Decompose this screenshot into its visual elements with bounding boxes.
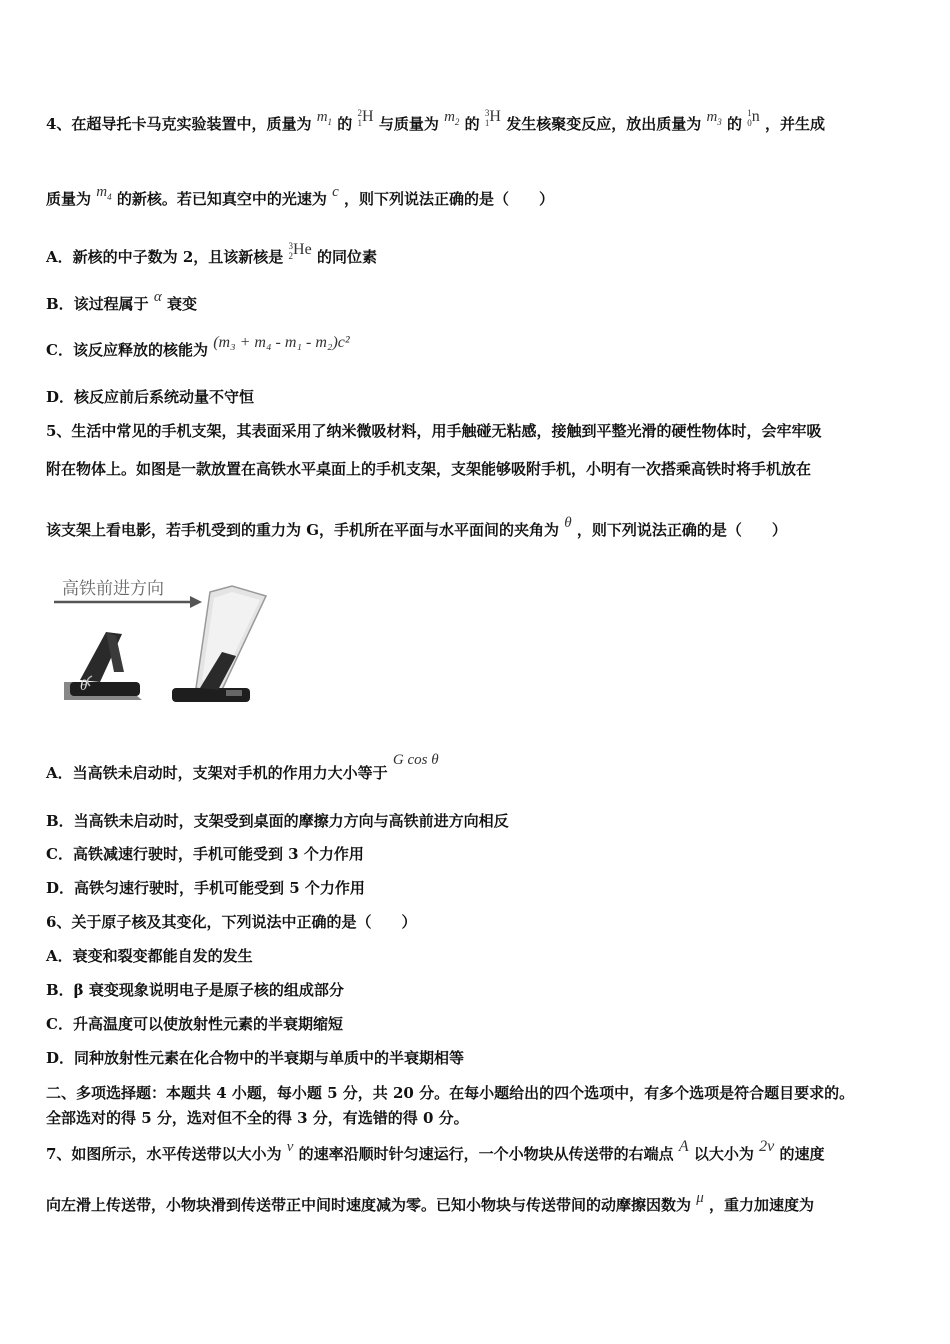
phone-stand-figure [50,572,290,712]
q4-line2: 质量为 $m_4$ 的新核。若已知真空中的光速为 c ，则下列说法正确的是（ ） [46,184,554,208]
q5-option-d: D．高铁匀速行驶时，手机可能受到 5 个力作用 [46,879,365,897]
q4-option-b: B．该过程属于 α 衰变 [46,289,198,313]
section2-line2: 全部选对的得 5 分，选对但不全的得 3 分，有选错的得 0 分。 [46,1109,469,1127]
q5-option-a: A．当高铁未启动时，支架对手机的作用力大小等于 G cos θ [46,752,439,782]
theta-symbol: θ [564,515,572,531]
q7-line2: 向左滑上传送带，小物块滑到传送带正中间时速度减为零。已知小物块与传送带间的动摩擦因数为 μ ，重力加速度为 [46,1190,815,1214]
direction-arrowhead [190,596,202,608]
twov-symbol: 2v [759,1138,775,1155]
q6-stem: 6、关于原子核及其变化，下列说法中正确的是（ ） [46,913,417,931]
q6-option-b: B．β 衰变现象说明电子是原子核的组成部分 [46,981,344,999]
q5-line2: 附在物体上。如图是一款放置在高铁水平桌面上的手机支架，支架能够吸附手机，小明有一次搭乘高铁时将手机放在 [46,460,812,478]
v-symbol: v [286,1139,294,1155]
m1-symbol: $m_1$ [316,109,333,127]
q6-option-d: D．同种放射性元素在化合物中的半衰期与单质中的半衰期相等 [46,1049,465,1067]
figure-caption: 高铁前进方向 [62,579,164,599]
section2-line1: 二、多项选择题：本题共 4 小题，每小题 5 分，共 20 分。在每小题给出的四个选项中，有多个选项是符合题目要求的。 [46,1084,855,1102]
alpha-symbol: α [153,289,162,305]
m4-symbol: $m_4$ [96,184,112,202]
q6-option-a: A．衰变和裂变都能自发的发生 [46,947,253,965]
q4-option-c: C．该反应释放的核能为 (m₃ + m₄ - m₁ - m₂)c² [46,334,350,359]
figure-angle-label: θ [80,678,88,694]
q5-option-b: B．当高铁未启动时，支架受到桌面的摩擦力方向与高铁前进方向相反 [46,812,509,830]
stand-left [64,632,142,700]
stand-right [172,586,266,702]
q5-option-c: C．高铁减速行驶时，手机可能受到 3 个力作用 [46,845,364,863]
m3-symbol: $m_3$ [706,109,722,127]
q6-option-c: C．升高温度可以使放射性元素的半衰期缩短 [46,1015,343,1033]
q4-option-a: A．新核的中子数为 2，且该新核是 3 2He 的同位素 [46,240,377,266]
q4-line1: 4、在超导托卡马克实验装置中，质量为 $m_1$ 的 2 1H 与质量为 $m_2$ 的 3 1H 发生核聚变反应，放出质量为 $m_3$ 的 1 0n ，并生成 [46,107,826,133]
helium-symbol: 3 2He [288,240,312,261]
q7-line1: 7、如图所示，水平传送带以大小为 v 的速率沿顺时针匀速运行，一个小物块从传送带的右端点 A 以大小为 2v 的速度 [46,1138,825,1163]
mu-symbol: μ [696,1190,704,1206]
m2-symbol: $m_2$ [444,109,460,127]
c-symbol: c [332,184,339,200]
tritium-symbol: 3 1H [484,107,501,128]
neutron-symbol: 1 0n [747,107,760,128]
q4-option-d: D．核反应前后系统动量不守恒 [46,388,255,406]
gcos-formula: G cos θ [392,752,439,768]
q5-line1: 5、生活中常见的手机支架，其表面采用了纳米微吸材料，用手触碰无粘感，接触到平整光滑的硬性物体时，会牢牢吸 [46,422,822,440]
deuterium-symbol: 2 1H [357,107,374,128]
energy-formula: (m₃ + m₄ - m₁ - m₂)c² [213,334,350,351]
point-a-symbol: A [678,1138,689,1155]
q5-line3: 该支架上看电影，若手机受到的重力为 G，手机所在平面与水平面间的夹角为 θ ，则下列说法正确的是（ ） [46,515,787,539]
